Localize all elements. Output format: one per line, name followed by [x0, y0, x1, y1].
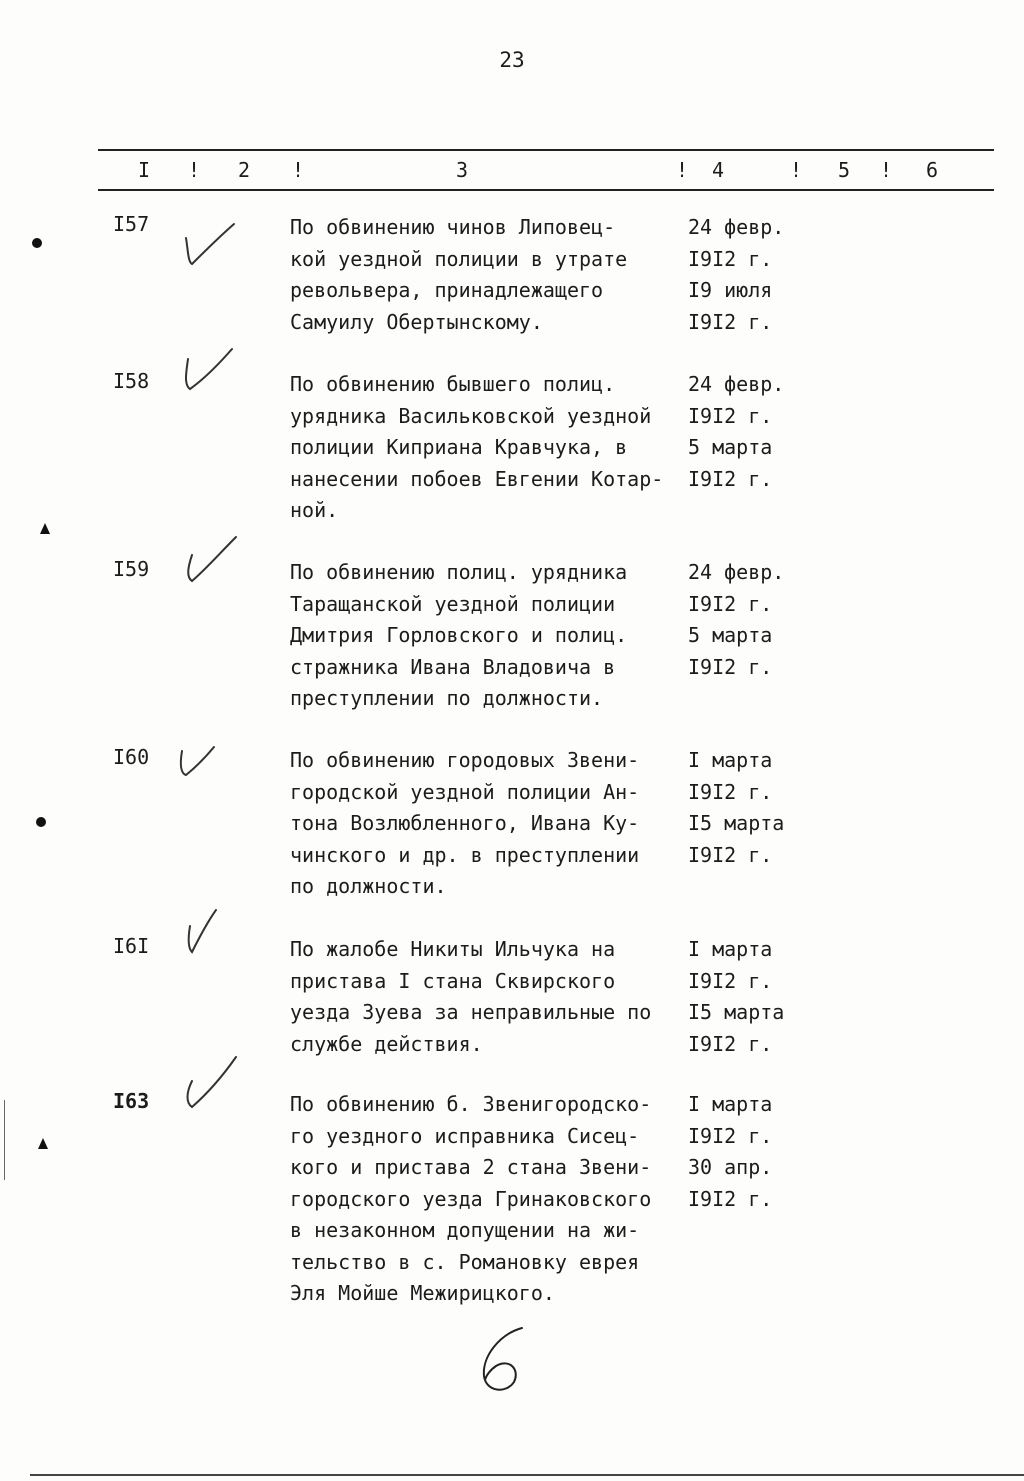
date-line: 30 апр.	[688, 1155, 773, 1179]
date-line: I марта	[688, 1092, 773, 1116]
description-line: городского уезда Гринаковского	[290, 1186, 652, 1211]
entry-description	[290, 212, 627, 338]
check-mark-icon	[178, 533, 238, 585]
description-line: городской уездной полиции Ан-	[290, 779, 640, 804]
description-line: уезда Зуева за неправильные по	[290, 1000, 652, 1024]
description-line: револьвера, принадлежащего	[290, 278, 604, 302]
entry-dates	[688, 934, 784, 1060]
date-line: I9I2 г.	[688, 309, 773, 334]
entry-description	[290, 934, 651, 1060]
description-line: ной.	[290, 498, 339, 522]
description-line: кой уездной полиции в утрате	[290, 246, 628, 271]
description-line: нанесении побоев Евгении Котар-	[290, 466, 664, 491]
check-mark-icon	[178, 908, 238, 960]
description-line: пристава I стана Сквирского	[290, 968, 616, 993]
entry-number: I57	[113, 212, 150, 236]
description-line: По обвинению чинов Липовец-	[290, 215, 616, 239]
date-line: 24 февр.	[688, 215, 785, 239]
page-bottom-edge	[30, 1474, 1024, 1476]
page-edge-line	[4, 1100, 5, 1180]
description-line: в незаконном допущении на жи-	[290, 1218, 640, 1242]
description-line: По обвинению бывшего полиц.	[290, 372, 616, 396]
entry-number: I63	[113, 1089, 150, 1113]
date-line: 5 марта	[688, 623, 773, 647]
entry-description	[290, 1089, 651, 1310]
page-number: 23	[499, 48, 525, 72]
column-header-4: 4	[712, 158, 725, 182]
description-line: Таращанской уездной полиции	[290, 591, 616, 616]
check-mark-icon	[178, 218, 238, 270]
column-header-3: 3	[456, 158, 469, 182]
date-line: I марта	[688, 937, 773, 961]
date-line: 24 февр.	[688, 560, 785, 584]
date-line: I марта	[688, 748, 773, 772]
description-line: урядника Васильковской уездной	[290, 403, 652, 428]
description-line: Эля Мойше Межирицкого.	[290, 1281, 555, 1305]
column-separator: !	[790, 158, 803, 182]
column-separator: !	[292, 158, 305, 182]
description-line: По обвинению полиц. урядника	[290, 560, 628, 584]
binder-hole-mark-icon	[30, 236, 44, 250]
date-line: I9 июля	[688, 278, 773, 302]
binder-hole-mark-icon	[38, 522, 52, 536]
description-line: кого и пристава 2 стана Звени-	[290, 1155, 652, 1179]
date-line: I9I2 г.	[688, 842, 773, 867]
date-line: I9I2 г.	[688, 968, 773, 993]
date-line: I5 марта	[688, 1000, 785, 1024]
handwritten-number	[470, 1322, 550, 1406]
column-header-2: 2	[238, 158, 251, 182]
entry-description	[290, 745, 639, 903]
date-line: 5 марта	[688, 435, 773, 459]
entry-dates	[688, 212, 784, 338]
description-line: Дмитрия Горловского и полиц.	[290, 623, 628, 647]
column-separator: !	[676, 158, 689, 182]
entry-dates	[688, 369, 784, 495]
table-top-rule	[98, 149, 994, 151]
column-header-6: 6	[926, 158, 939, 182]
entry-dates	[688, 745, 784, 871]
description-line: го уездного исправника Сисец-	[290, 1123, 640, 1148]
column-separator: !	[188, 158, 201, 182]
description-line: По обвинению б. Звенигородско-	[290, 1092, 652, 1116]
description-line: По обвинению городовых Звени-	[290, 748, 640, 772]
description-line: По жалобе Никиты Ильчука на	[290, 937, 616, 961]
date-line: I5 марта	[688, 811, 785, 835]
date-line: 24 февр.	[688, 372, 785, 396]
column-separator: !	[880, 158, 893, 182]
date-line: I9I2 г.	[688, 403, 773, 428]
description-line: тельство в с. Романовку еврея	[290, 1249, 640, 1274]
entry-dates	[688, 1089, 772, 1215]
entry-description	[290, 557, 627, 715]
check-mark-icon	[178, 1055, 240, 1113]
binder-hole-mark-icon	[34, 815, 48, 829]
description-line: стражника Ивана Владовича в	[290, 654, 616, 679]
entry-number: I6I	[113, 934, 150, 958]
description-line: по должности.	[290, 874, 447, 898]
check-mark-icon	[178, 739, 238, 791]
entry-number: I59	[113, 557, 150, 581]
date-line: I9I2 г.	[688, 1031, 773, 1056]
table-header-rule	[98, 189, 994, 191]
date-line: I9I2 г.	[688, 246, 773, 271]
description-line: Самуилу Обертынскому.	[290, 309, 543, 334]
entry-number: I58	[113, 369, 150, 393]
date-line: I9I2 г.	[688, 654, 773, 679]
date-line: I9I2 г.	[688, 591, 773, 616]
entry-dates	[688, 557, 784, 683]
entry-description	[290, 369, 663, 527]
description-line: чинского и др. в преступлении	[290, 842, 640, 867]
description-line: полиции Киприана Кравчука, в	[290, 435, 628, 459]
description-line: тона Возлюбленного, Ивана Ку-	[290, 811, 640, 835]
column-header-5: 5	[838, 158, 851, 182]
description-line: службе действия.	[290, 1031, 483, 1056]
date-line: I9I2 г.	[688, 779, 773, 804]
description-line: преступлении по должности.	[290, 686, 604, 710]
date-line: I9I2 г.	[688, 1186, 773, 1211]
check-mark-icon	[178, 345, 238, 397]
binder-hole-mark-icon	[36, 1137, 50, 1151]
date-line: I9I2 г.	[688, 1123, 773, 1148]
column-header-1: I	[138, 158, 151, 182]
date-line: I9I2 г.	[688, 466, 773, 491]
entry-number: I60	[113, 745, 150, 769]
